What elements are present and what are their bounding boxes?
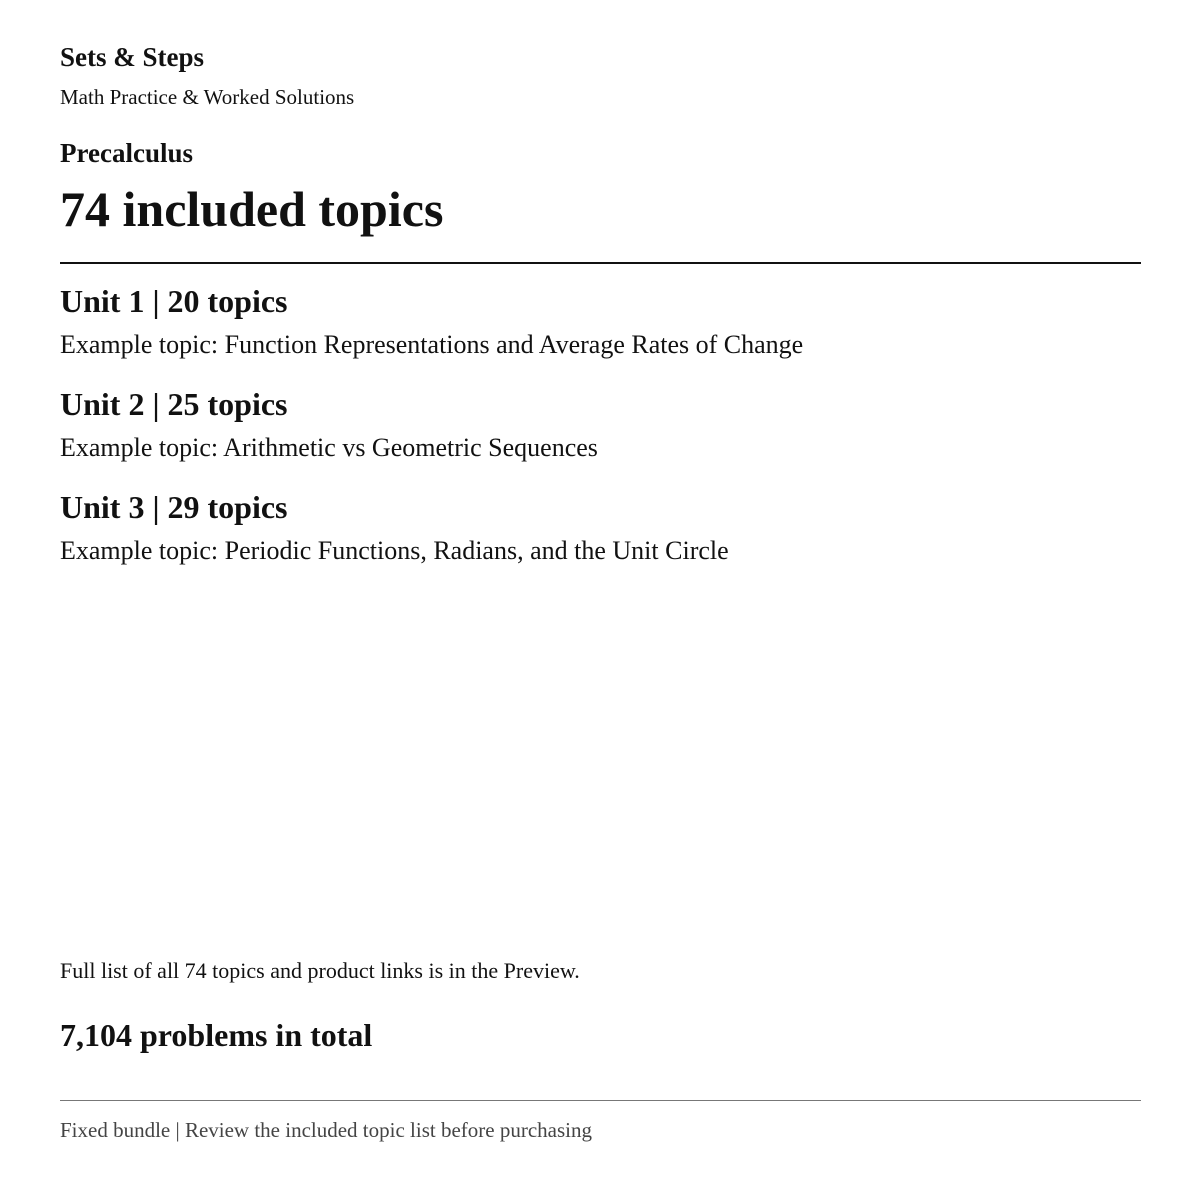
footer-note: Fixed bundle | Review the included topic list before purchasing: [60, 1118, 592, 1142]
topics-count-heading: 74 included topics: [60, 181, 444, 237]
course-name: Precalculus: [60, 138, 193, 168]
unit-1-example-topic: Example topic: Function Representations and Average Rates of Change: [60, 330, 804, 359]
unit-3-example-topic: Example topic: Periodic Functions, Radians, and the Unit Circle: [60, 536, 729, 565]
unit-2-heading: Unit 2 | 25 topics: [60, 386, 288, 422]
product-sheet: [60, 0, 1141, 1200]
header-divider: [60, 262, 1141, 264]
brand-subtitle: Math Practice & Worked Solutions: [60, 85, 355, 109]
total-problems: 7,104 problems in total: [60, 1017, 373, 1053]
unit-1-heading: Unit 1 | 20 topics: [60, 283, 288, 319]
footer-divider: [60, 1100, 1141, 1101]
unit-3-heading: Unit 3 | 29 topics: [60, 489, 288, 525]
brand-title: Sets & Steps: [60, 42, 205, 72]
preview-note: Full list of all 74 topics and product links is in the Preview.: [60, 958, 580, 983]
unit-2-example-topic: Example topic: Arithmetic vs Geometric Sequences: [60, 433, 598, 462]
